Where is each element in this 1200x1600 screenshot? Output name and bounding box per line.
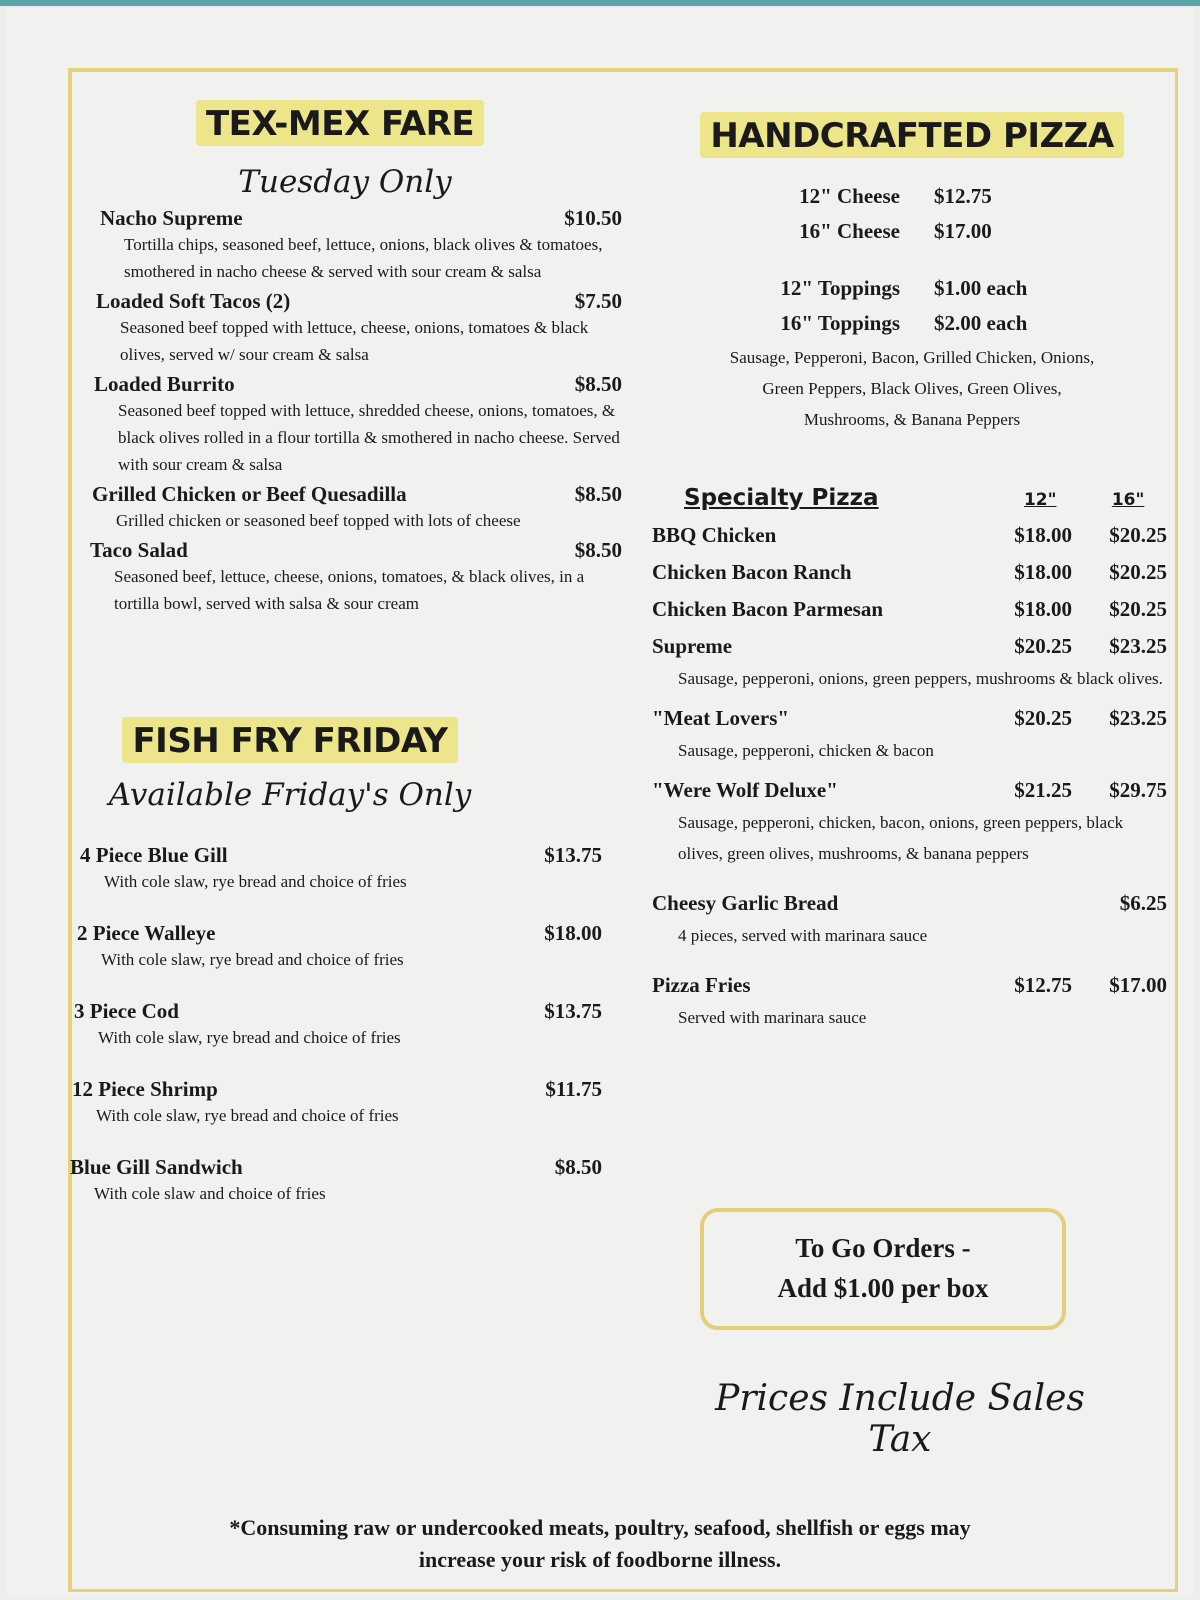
specialty-item-description: Sausage, pepperoni, chicken & bacon (678, 741, 934, 760)
tax-note: Prices Include Sales Tax (715, 1378, 1085, 1460)
specialty-price-12: $18.00 (1014, 523, 1072, 547)
menu-item-price: $18.00 (544, 921, 602, 945)
specialty-item (652, 706, 1172, 766)
menu-item-price: $7.50 (574, 289, 622, 313)
to-go-line1: To Go Orders - (795, 1233, 971, 1263)
menu-item-row (96, 289, 630, 314)
specialty-item-name: Supreme (652, 634, 733, 658)
specialty-item-name: Cheesy Garlic Bread (652, 891, 839, 915)
cheese-price-price: $17.00 (934, 219, 992, 243)
fish-fry-heading: FISH FRY FRIDAY (122, 717, 457, 763)
menu-item-description: With cole slaw, rye bread and choice of fries (96, 1106, 399, 1125)
topping-price-label: 16" Toppings (780, 311, 900, 335)
topping-price-label: 12" Toppings (780, 276, 900, 300)
menu-item-name: Loaded Soft Tacos (2) (96, 289, 291, 313)
footer-line2: increase your risk of foodborne illness. (418, 1547, 782, 1572)
food-safety-footer (120, 1512, 1080, 1576)
specialty-item-row (652, 706, 1172, 731)
right-column (652, 112, 1172, 1033)
footer-line1: *Consuming raw or undercooked meats, poultry, seafood, shellfish or eggs may (229, 1515, 971, 1540)
menu-item-name: Grilled Chicken or Beef Quesadilla (92, 482, 407, 506)
menu-item-price: $11.75 (545, 1077, 602, 1101)
topping-price-price: $2.00 each (934, 311, 1028, 335)
topping-prices (652, 276, 1172, 336)
menu-item-price: $8.50 (574, 538, 622, 562)
toppings-list-line: Green Peppers, Black Olives, Green Olives, (762, 379, 1062, 398)
menu-item-description: Seasoned beef, lettuce, cheese, onions, tomatoes, & black olives, in a tortilla bowl, served with salsa & sour cream (114, 567, 585, 613)
menu-item-row (70, 1155, 602, 1180)
specialty-col-12: 12" (1023, 490, 1057, 510)
menu-item-price: $10.50 (564, 206, 622, 230)
menu-item-row (90, 538, 630, 563)
menu-item-name: Taco Salad (90, 538, 188, 562)
fish-fry-list (70, 843, 630, 1207)
specialty-item-row (652, 597, 1172, 622)
menu-item-price: $13.75 (544, 999, 602, 1023)
specialty-item (652, 523, 1172, 548)
menu-item-description: Tortilla chips, seasoned beef, lettuce, onions, black olives & tomatoes, smothered in nacho cheese & served with sour cream & salsa (124, 235, 603, 281)
cheese-price-row (652, 219, 1172, 244)
menu-item-price: $13.75 (544, 843, 602, 867)
menu-item-description: With cole slaw, rye bread and choice of fries (104, 872, 407, 891)
specialty-item-row (652, 634, 1172, 659)
cheese-price-price: $12.75 (934, 184, 992, 208)
specialty-item-description: Sausage, pepperoni, onions, green peppers, mushrooms & black olives. (678, 669, 1163, 688)
pizza-heading: HANDCRAFTED PIZZA (700, 112, 1123, 158)
menu-item-row (77, 921, 602, 946)
menu-item (70, 289, 630, 368)
menu-item-name: Nacho Supreme (100, 206, 243, 230)
menu-item-name: 3 Piece Cod (74, 999, 179, 1023)
menu-item (70, 999, 630, 1051)
tex-mex-heading: TEX-MEX FARE (196, 100, 484, 146)
specialty-price-16: $20.25 (1109, 560, 1167, 584)
specialty-price-12: $20.25 (1014, 706, 1072, 730)
specialty-col-16: 16" (1111, 490, 1145, 510)
specialty-item-description: Served with marinara sauce (678, 1008, 867, 1027)
menu-item (70, 482, 630, 534)
menu-item-row (92, 482, 630, 507)
menu-item-row (72, 1077, 602, 1102)
to-go-box (700, 1208, 1066, 1330)
specialty-item-row (652, 973, 1172, 998)
menu-item-name: 2 Piece Walleye (77, 921, 216, 945)
menu-item-name: 4 Piece Blue Gill (80, 843, 228, 867)
menu-item-description: With cole slaw and choice of fries (94, 1184, 326, 1203)
left-column (70, 100, 630, 1207)
specialty-item (652, 973, 1172, 1033)
to-go-line2: Add $1.00 per box (777, 1273, 989, 1303)
menu-item (70, 921, 630, 973)
specialty-item-row (652, 560, 1172, 585)
specialty-price-12: $18.00 (1014, 560, 1072, 584)
specialty-price-12: $12.75 (1014, 973, 1072, 997)
menu-item-description: With cole slaw, rye bread and choice of fries (101, 950, 404, 969)
toppings-list-line: Sausage, Pepperoni, Bacon, Grilled Chicken, Onions, (729, 348, 1095, 367)
topping-price-price: $1.00 each (934, 276, 1028, 300)
menu-item-row (100, 206, 630, 231)
specialty-price-16: $23.25 (1109, 634, 1167, 658)
menu-item (70, 1077, 630, 1129)
menu-item-name: Loaded Burrito (94, 372, 235, 396)
specialty-item-row (652, 891, 1172, 916)
specialty-price-16: $20.25 (1109, 523, 1167, 547)
tex-mex-heading-wrap (70, 100, 630, 146)
tex-mex-subheading: Tuesday Only (238, 164, 452, 200)
menu-item (70, 1155, 630, 1207)
menu-item-row (80, 843, 602, 868)
specialty-item-description: 4 pieces, served with marinara sauce (678, 926, 928, 945)
specialty-price-12: $21.25 (1014, 778, 1072, 802)
specialty-item (652, 778, 1172, 869)
cheese-price-row (652, 184, 1172, 209)
menu-item (70, 372, 630, 478)
specialty-item-description: Sausage, pepperoni, chicken, bacon, onions, green peppers, black olives, green olives, mushrooms, & banana peppers (678, 813, 1124, 863)
specialty-item (652, 891, 1172, 951)
menu-item-price: $8.50 (574, 372, 622, 396)
menu-item-row (94, 372, 630, 397)
menu-item-name: Blue Gill Sandwich (70, 1155, 243, 1179)
menu-item (70, 538, 630, 617)
menu-item (70, 206, 630, 285)
specialty-item-name: Chicken Bacon Parmesan (652, 597, 883, 621)
menu-item-name: 12 Piece Shrimp (72, 1077, 218, 1101)
specialty-list (652, 523, 1172, 1033)
specialty-item-name: BBQ Chicken (652, 523, 777, 547)
specialty-price-16: $23.25 (1109, 706, 1167, 730)
menu-item-price: $8.50 (574, 482, 622, 506)
specialty-item-name: "Meat Lovers" (652, 706, 790, 730)
specialty-title: Specialty Pizza (684, 485, 879, 511)
specialty-price-16: $29.75 (1109, 778, 1167, 802)
specialty-price-16: $17.00 (1109, 973, 1167, 997)
menu-item-price: $8.50 (554, 1155, 602, 1179)
fish-fry-subheading: Available Friday's Only (108, 777, 472, 813)
top-edge-band (0, 0, 1200, 6)
specialty-price-16: $20.25 (1109, 597, 1167, 621)
specialty-item (652, 597, 1172, 622)
menu-item-row (74, 999, 602, 1024)
cheese-price-label: 16" Cheese (799, 219, 900, 243)
topping-price-row (652, 311, 1172, 336)
specialty-item-name: "Were Wolf Deluxe" (652, 778, 838, 802)
tex-mex-list (70, 206, 630, 617)
menu-item-description: Seasoned beef topped with lettuce, shredded cheese, onions, tomatoes, & black olives rolled in a flour tortilla & smothered in nacho cheese. Served with sour cream & salsa (118, 401, 620, 474)
specialty-item (652, 560, 1172, 585)
specialty-item-name: Chicken Bacon Ranch (652, 560, 852, 584)
menu-item (70, 843, 630, 895)
fish-fry-heading-wrap (70, 717, 630, 763)
specialty-item-name: Pizza Fries (652, 973, 751, 997)
specialty-price-12: $20.25 (1014, 634, 1072, 658)
specialty-item (652, 634, 1172, 694)
cheese-prices (652, 184, 1172, 244)
specialty-header (652, 485, 1172, 511)
pizza-heading-wrap (652, 112, 1172, 158)
toppings-list-line: Mushrooms, & Banana Peppers (803, 410, 1021, 429)
specialty-price-16: $6.25 (1119, 891, 1167, 915)
specialty-item-row (652, 778, 1172, 803)
toppings-list (652, 342, 1172, 435)
menu-item-description: Grilled chicken or seasoned beef topped with lots of cheese (116, 511, 521, 530)
menu-item-description: With cole slaw, rye bread and choice of fries (98, 1028, 401, 1047)
cheese-price-label: 12" Cheese (799, 184, 900, 208)
menu-item-description: Seasoned beef topped with lettuce, cheese, onions, tomatoes & black olives, served w/ sour cream & salsa (120, 318, 589, 364)
specialty-price-12: $18.00 (1014, 597, 1072, 621)
specialty-item-row (652, 523, 1172, 548)
topping-price-row (652, 276, 1172, 301)
